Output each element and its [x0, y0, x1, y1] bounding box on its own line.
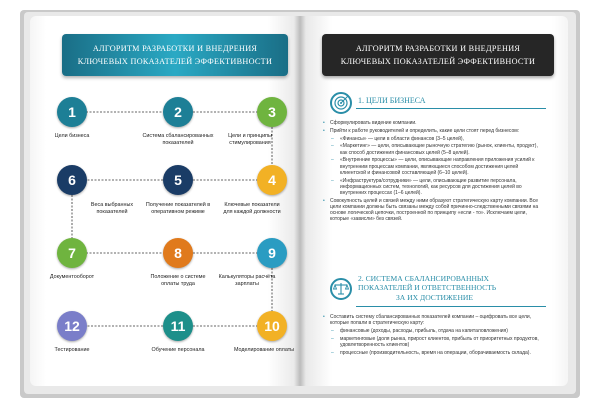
- right-page: [300, 16, 568, 386]
- step-7-circle: 7: [57, 238, 87, 268]
- section-2-heading: [358, 274, 496, 302]
- right-title-line2: КЛЮЧЕВЫХ ПОКАЗАТЕЛЕЙ ЭФФЕКТИВНОСТИ: [340, 57, 536, 66]
- open-book: [8, 6, 592, 404]
- section-2-heading-line2: ПОКАЗАТЕЛЕЙ И ОТВЕТСТВЕННОСТЬ: [358, 283, 497, 293]
- book-spine: [294, 16, 306, 386]
- right-page-title: [322, 34, 554, 76]
- step-4-label: Ключевые показатели для каждой должности: [223, 202, 281, 215]
- step-5-label: Получение показателей в оперативном режиме: [145, 202, 211, 215]
- step-11-circle: 11: [163, 311, 193, 341]
- step-8-circle: 8: [163, 238, 193, 268]
- step-10-label: Моделирование оплаты: [233, 347, 295, 353]
- step-12-circle: 12: [57, 311, 87, 341]
- step-2-circle: 2: [163, 97, 193, 127]
- right-title-line1: АЛГОРИТМ РАЗРАБОТКИ И ВНЕДРЕНИЯ: [355, 44, 521, 53]
- section-1-bullet-2: • Прийти к работе руководителей и определить, какие цели стоят перед бизнесом:: [322, 128, 544, 134]
- step-6-label: Веса выбранных показателей: [90, 202, 134, 215]
- section-1-sub-3: – «Внутренние процессы» — цели, описывающие направления приложения усилий к внутренним процессам компании, являющиеся способом достижения целей клиентской и финансовой составляющей (6–10 целей).: [322, 157, 544, 176]
- section-1-sub-1: – «Финансы» — цели в области финансов (3–5 целей),: [322, 136, 544, 142]
- section-2-bullet-1: • Составить систему сбалансированных показателей компании – оцифровать все цели, которые попали в стратегическую карту:: [322, 314, 544, 326]
- step-10-circle: 10: [257, 311, 287, 341]
- section-1-heading: 1. ЦЕЛИ БИЗНЕСА: [358, 96, 426, 105]
- section-1-tail: • Совокупность целей и связей между ними образуют стратегическую карту компании. Все цели компании должны быть связаны между собой причинно-следственными связями на основе логической цепочки, построенной по принципу «если - то». Исключаем цели, которые «зависли» без связей.: [322, 198, 544, 223]
- step-9-label: Калькуляторы расчёта зарплаты: [218, 274, 276, 287]
- section-1-body: [322, 120, 544, 224]
- step-8-label: Положение о системе оплаты труда: [150, 274, 206, 287]
- step-3-circle: 3: [257, 97, 287, 127]
- step-7-label: Документооборот: [49, 274, 95, 280]
- step-9-circle: 9: [257, 238, 287, 268]
- step-5-circle: 5: [163, 165, 193, 195]
- step-4-circle: 4: [257, 165, 287, 195]
- step-6-circle: 6: [57, 165, 87, 195]
- section-2-body: [322, 314, 544, 358]
- step-12-label: Тестирование: [54, 347, 90, 353]
- scales-icon: [330, 278, 352, 300]
- left-page: [30, 16, 300, 386]
- section-2-sub-3: – процессные (производительность, время на операции, оборачиваемость склада).: [322, 350, 544, 356]
- step-11-label: Обучение персонала: [151, 347, 205, 353]
- section-1-rule: [356, 108, 546, 109]
- section-1-bullet-1: • Сформулировать видение компании.: [322, 120, 544, 126]
- section-1-sub-2: – «Маркетинг» — цели, описывающие рыночную стратегию (рынок, клиенты, продукт), как способ достижения финансовых целей (5–8 целей).: [322, 143, 544, 155]
- section-2-heading-line1: 2. СИСТЕМА СБАЛАНСИРОВАННЫХ: [358, 274, 490, 283]
- section-2-rule: [356, 306, 546, 307]
- section-2-sub-1: – финансовые (доходы, расходы, прибыль, отдача на капиталовложения): [322, 328, 544, 334]
- step-3-label: Цели и принципы стимулирования: [228, 133, 272, 146]
- step-2-label: Система сбалансированных показателей: [142, 133, 214, 146]
- left-title-line2: КЛЮЧЕВЫХ ПОКАЗАТЕЛЕЙ ЭФФЕКТИВНОСТИ: [77, 57, 273, 66]
- target-icon: [330, 92, 352, 114]
- section-2-heading-line3: ЗА ИХ ДОСТИЖЕНИЕ: [396, 292, 474, 302]
- step-1-label: Цели бизнеса: [54, 133, 90, 139]
- step-1-circle: 1: [57, 97, 87, 127]
- section-1-sub-4: – «Инфраструктура/сотрудники» — цели, описывающие развитие персонала, информационных систем, технологий, как ресурсов для достижения целей во внутренних процессах (1–6 целей).: [322, 178, 544, 197]
- left-title-line1: АЛГОРИТМ РАЗРАБОТКИ И ВНЕДРЕНИЯ: [92, 44, 258, 53]
- section-2-sub-2: – маркетинговые (доля рынка, прирост клиентов, прибыль от приоритетных продуктов, удовлетворенность клиентов): [322, 336, 544, 348]
